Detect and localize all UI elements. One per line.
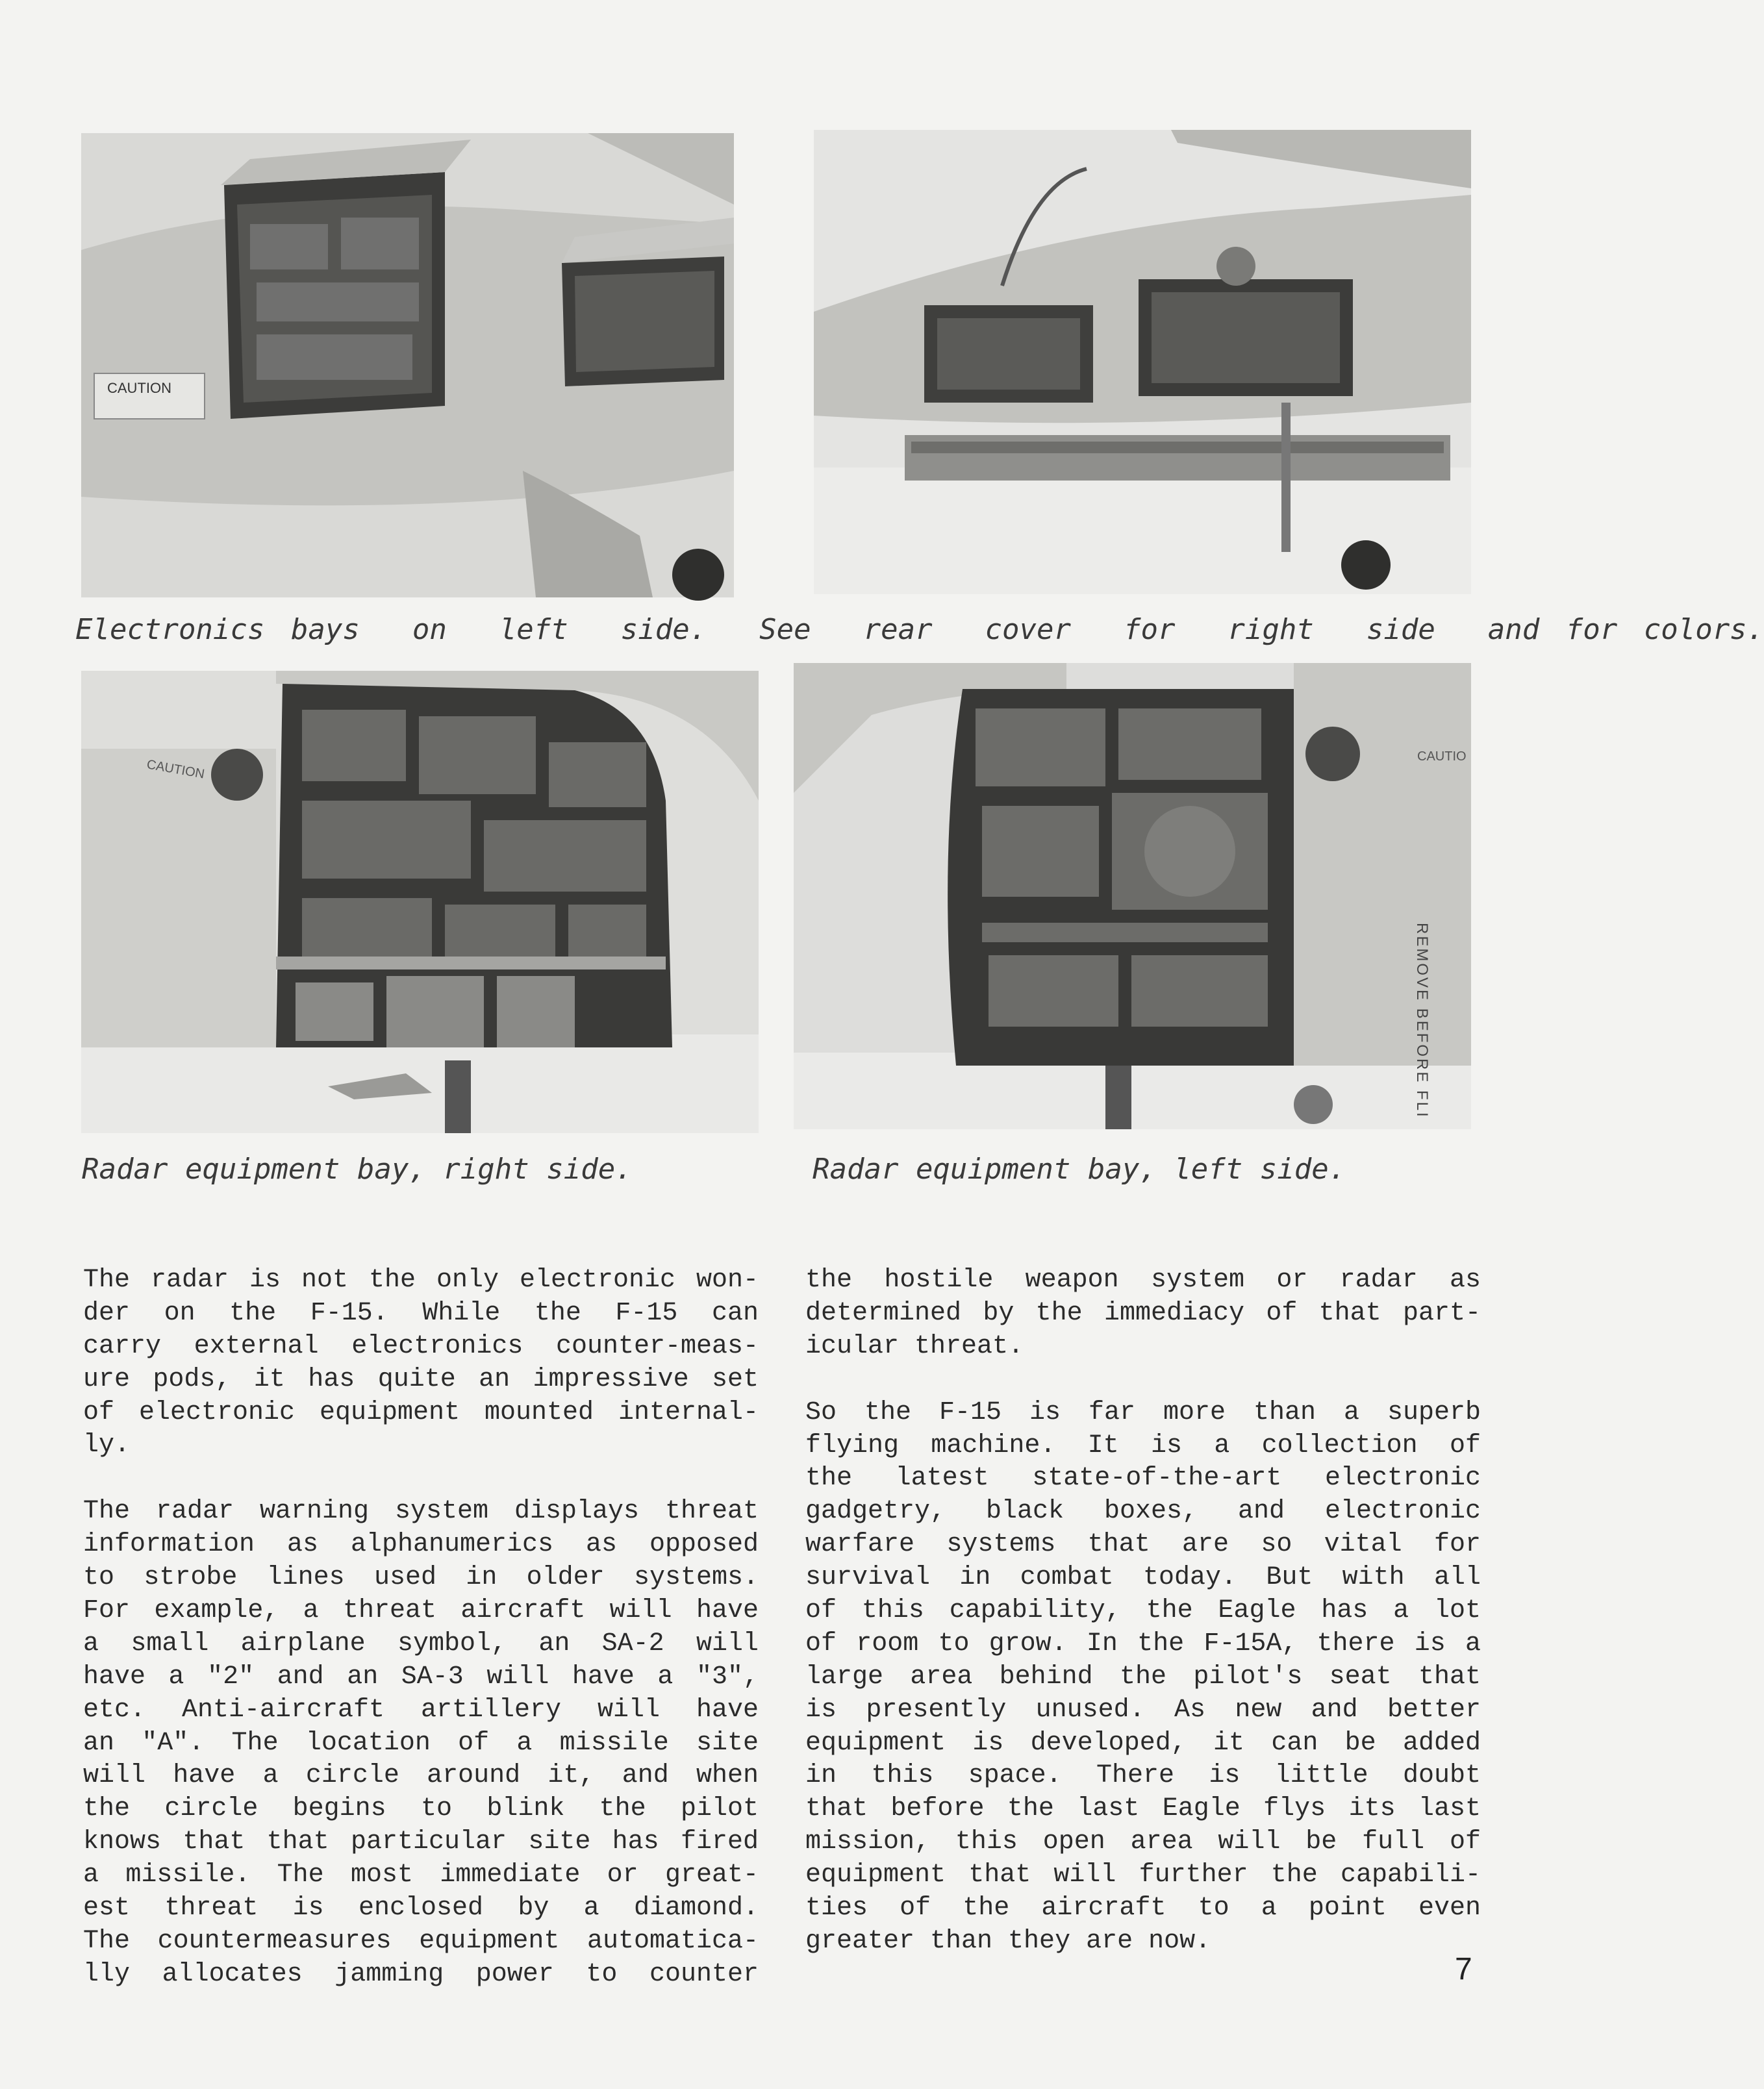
text-line: the latest state-of-the-art electronic [805, 1464, 1481, 1494]
photo-2-drawing [814, 130, 1471, 594]
text-line: For example, a threat aircraft will have [83, 1596, 759, 1626]
right-paragraph-1 [805, 1264, 1481, 1364]
text-line: to strobe lines used in older systems. [83, 1563, 759, 1593]
text-line: a small airplane symbol, an SA-2 will [83, 1629, 759, 1658]
text-line: carry external electronics counter-meas- [83, 1331, 759, 1361]
text-line: der on the F-15. While the F-15 can [83, 1298, 759, 1328]
body-text-left-column [83, 1264, 759, 1992]
text-line: the hostile weapon system or radar as [805, 1266, 1481, 1295]
text-line: ure pods, it has quite an impressive set [83, 1364, 759, 1394]
text-line: that before the last Eagle flys its last [805, 1794, 1481, 1824]
text-line: an "A". The location of a missile site [83, 1728, 759, 1758]
text-line: So the F-15 is far more than a superb [805, 1397, 1481, 1427]
left-paragraph-2 [83, 1495, 759, 1991]
text-line: mission, this open area will be full of [805, 1827, 1481, 1857]
text-line: large area behind the pilot's seat that [805, 1662, 1481, 1692]
caution-stencil: CAUTION [107, 380, 171, 396]
text-line: is presently unused. As new and better [805, 1695, 1481, 1725]
text-line: will have a circle around it, and when [83, 1761, 759, 1791]
caution-stencil-2: CAUTION [145, 757, 206, 782]
text-line: survival in combat today. But with all [805, 1563, 1481, 1593]
photo-radar-bay-right [81, 671, 759, 1133]
text-line: lly allocates jamming power to counter [83, 1959, 759, 1989]
text-line: knows that that particular site has fired [83, 1827, 759, 1857]
remove-before-flight-stencil: REMOVE BEFORE FLI [1413, 923, 1431, 1119]
text-line: The radar is not the only electronic won- [83, 1266, 759, 1295]
text-line: greater than they are now. [805, 1926, 1211, 1956]
text-line: of this capability, the Eagle has a lot [805, 1596, 1481, 1626]
text-line: The countermeasures equipment automatica- [83, 1926, 759, 1956]
page-number: 7 [1455, 1952, 1472, 1986]
text-line: warfare systems that are so vital for [805, 1530, 1481, 1560]
photo-electronics-bays-right-view [814, 130, 1471, 594]
text-line: a missile. The most immediate or great- [83, 1860, 759, 1890]
text-line: etc. Anti-aircraft artillery will have [83, 1695, 759, 1725]
text-line: ly. [83, 1431, 131, 1460]
right-paragraph-2 [805, 1397, 1481, 1958]
text-line: in this space. There is little doubt [805, 1761, 1481, 1791]
text-line: information as alphanumerics as opposed [83, 1530, 759, 1560]
left-paragraph-1 [83, 1264, 759, 1462]
text-line: of room to grow. In the F-15A, there is a [805, 1629, 1481, 1658]
text-line: equipment is developed, it can be added [805, 1728, 1481, 1758]
caution-stencil-3: CAUTIO [1417, 749, 1467, 764]
caption-radar-left: Radar equipment bay, left side. [813, 1153, 1346, 1186]
photo-3-drawing [81, 671, 759, 1133]
text-line: icular threat. [805, 1331, 1024, 1361]
text-line: have a "2" and an SA-3 will have a "3", [83, 1662, 759, 1692]
photo-electronics-bays-left [81, 133, 734, 597]
text-line: the circle begins to blink the pilot [83, 1794, 759, 1824]
photo-1-drawing [81, 133, 734, 597]
text-line: determined by the immediacy of that part- [805, 1298, 1481, 1328]
text-line: est threat is enclosed by a diamond. [83, 1894, 759, 1923]
text-line: equipment that will further the capabili- [805, 1860, 1481, 1890]
text-line: The radar warning system displays threat [83, 1497, 759, 1527]
photo-radar-bay-left [794, 663, 1471, 1129]
text-line: gadgetry, black boxes, and electronic [805, 1497, 1481, 1527]
text-line: of electronic equipment mounted internal- [83, 1397, 759, 1427]
caption-electronics-bays: Electronics bays on left side. See rear cover for right side and for colors. [75, 613, 1764, 646]
body-text-right-column [805, 1264, 1481, 1958]
text-line: flying machine. It is a collection of [805, 1431, 1481, 1460]
photo-4-drawing [794, 663, 1471, 1129]
text-line: ties of the aircraft to a point even [805, 1894, 1481, 1923]
caption-radar-right: Radar equipment bay, right side. [82, 1153, 633, 1186]
